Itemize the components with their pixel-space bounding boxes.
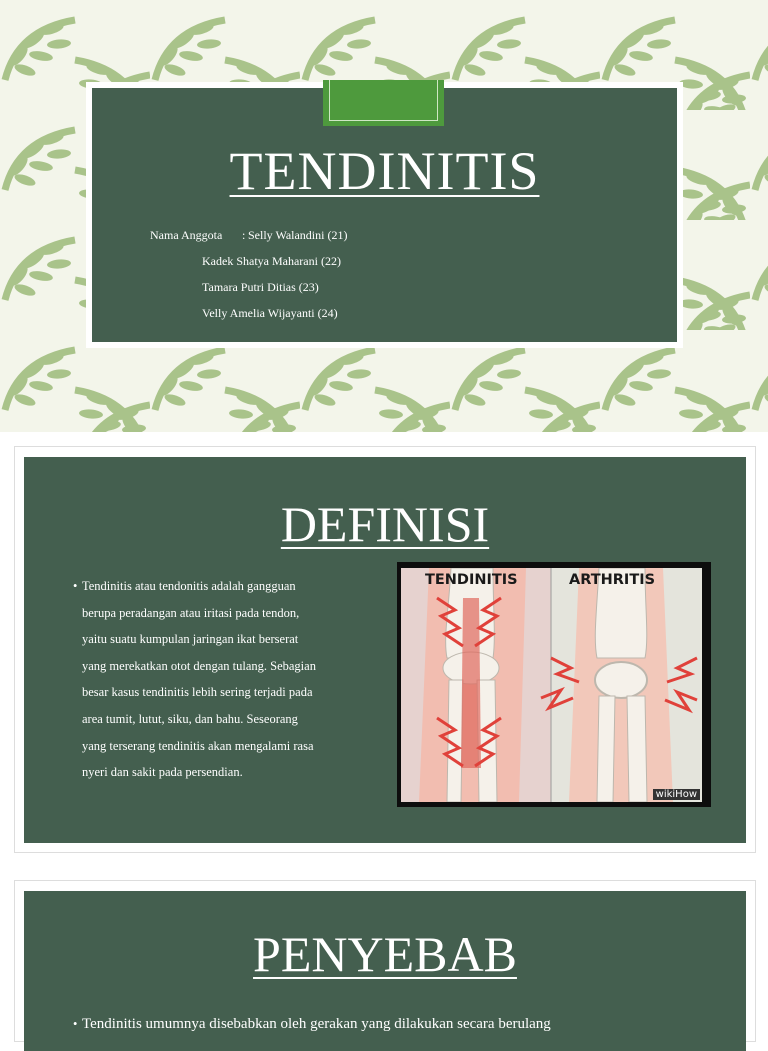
bullet-dot: • [73,579,78,593]
page-title: TENDINITIS [229,141,540,201]
title-slide [0,0,768,432]
figure-label-left: TENDINITIS [425,572,518,588]
bullet-dot: • [73,1017,78,1031]
text-line: nyeri dan sakit pada persendian. [82,765,243,780]
text-line: area tumit, lutut, siku, dan bahu. Seseorang [82,711,298,726]
text-line: yaitu suatu kumpulan jaringan ikat berserat [82,632,299,647]
title-panel [92,88,677,342]
member-item: Selly Walandini (21) [248,228,348,242]
member-item: Tamara Putri Ditias (23) [202,280,319,294]
figure-label-right: ARTHRITIS [569,572,656,588]
text-line: besar kasus tendinitis lebih sering terjadi pada [82,685,313,700]
text-line: yang terserang tendinitis akan mengalami rasa [82,738,314,753]
member-item: Kadek Shatya Maharani (22) [202,254,341,268]
causes-slide [14,880,756,1042]
decorative-tab [323,80,444,126]
text-line: Tendinitis umumnya disebabkan oleh gerakan yang dilakukan secara berulang [82,1016,551,1032]
causes-text [73,1011,551,1038]
section-title: DEFINISI [280,496,490,552]
text-line: Tendinitis atau tendonitis adalah gangguan [82,579,296,593]
definition-text [73,573,316,786]
text-line: yang merekatkan otot dengan tulang. Sebagian [82,658,316,673]
members-label: Nama Anggota [150,228,223,242]
member-item: Velly Amelia Wijayanti (24) [202,306,338,320]
text-line: berupa peradangan atau iritasi pada tendon, [82,605,300,620]
section-title: PENYEBAB [253,926,517,982]
tendinitis-arthritis-illustration [397,562,711,807]
causes-panel [24,891,746,1051]
watermark: wikiHow [653,789,700,800]
knee-illustration [401,568,702,802]
members-separator: : [242,228,246,242]
